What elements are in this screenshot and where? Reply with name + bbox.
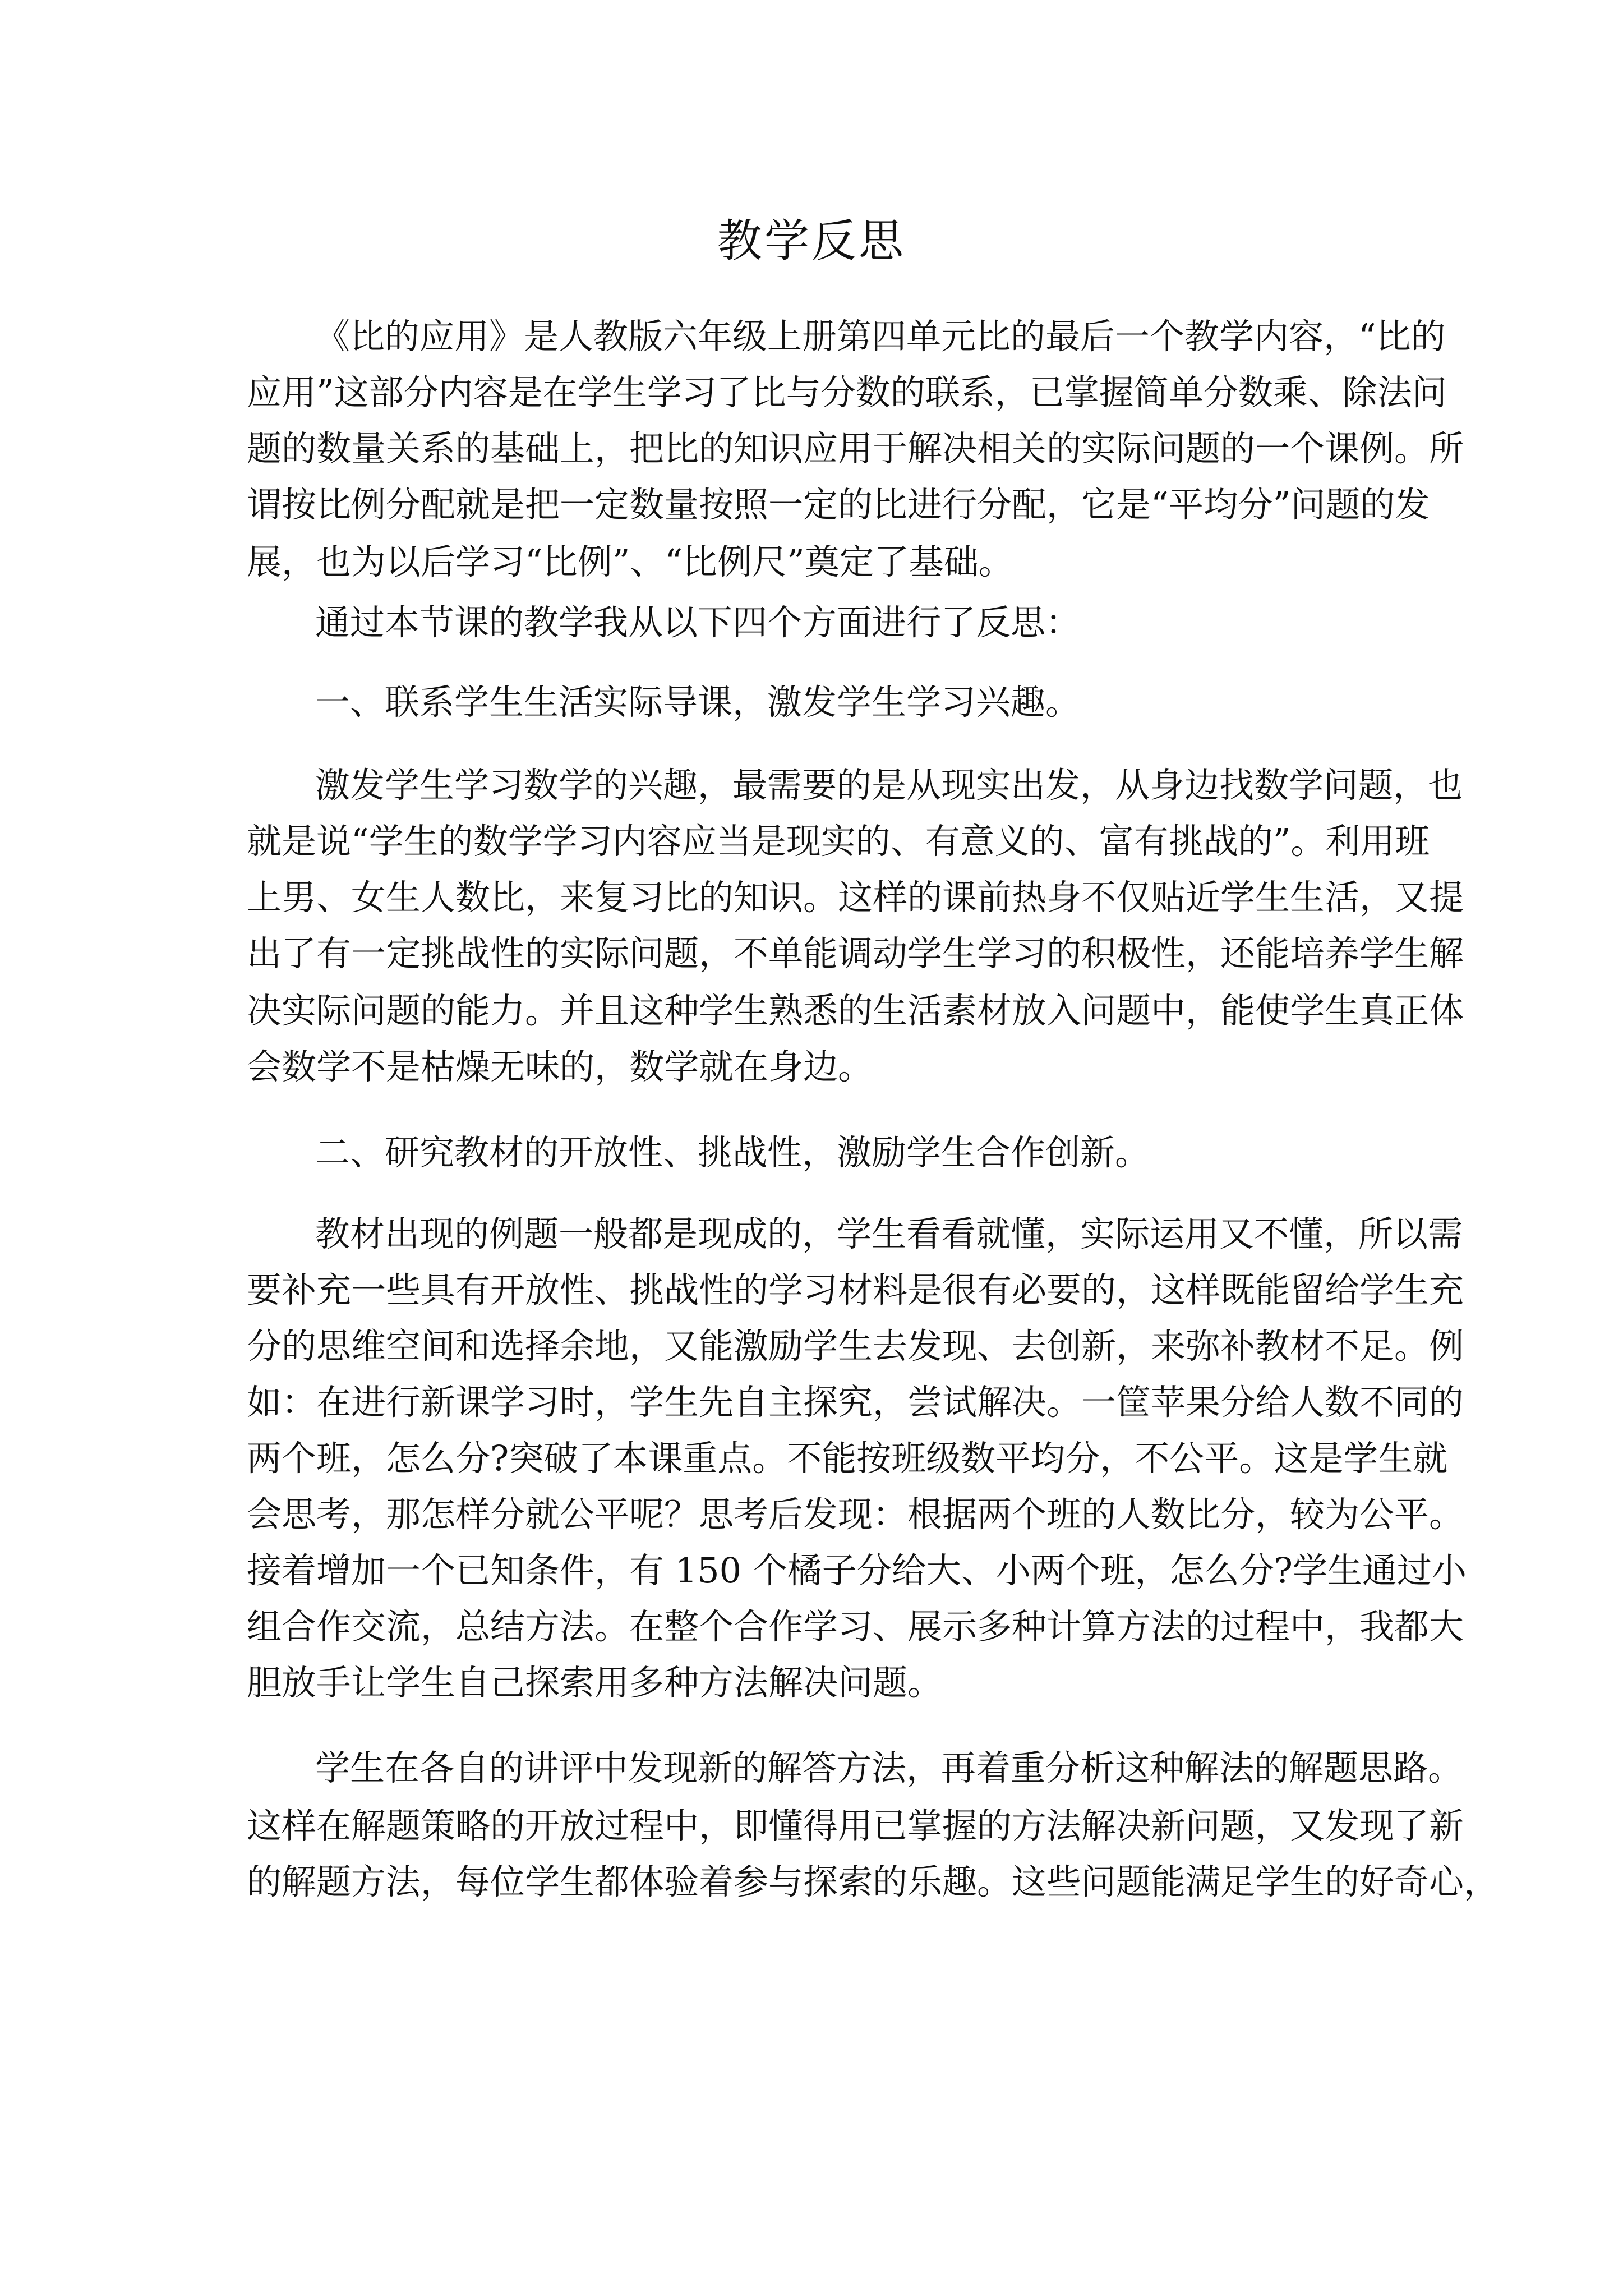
paragraph-line: 通过本节课的教学我从以下四个方面进行了反思： [315, 602, 1081, 643]
paragraph-line: 胆放手让学生自己探索用多种方法解决问题。 [247, 1662, 943, 1703]
paragraph-line: 学生在各自的讲评中发现新的解答方法，再着重分析这种解法的解题思路。 [315, 1747, 1463, 1788]
page-title: 教学反思 [717, 215, 906, 267]
paragraph-line: 会数学不是枯燥无味的，数学就在身边。 [247, 1046, 873, 1087]
paragraph-line: 教材出现的例题一般都是现成的，学生看看就懂，实际运用又不懂，所以需 [315, 1213, 1463, 1254]
paragraph-line: 展，也为以后学习“比例”、“比例尺”奠定了基础。 [247, 541, 1013, 582]
paragraph-line: 题的数量关系的基础上，把比的知识应用于解决相关的实际问题的一个课例。所 [247, 428, 1464, 469]
paragraph-line: 《比的应用》是人教版六年级上册第四单元比的最后一个教学内容，“比的 [315, 316, 1446, 357]
paragraph-line: 出了有一定挑战性的实际问题，不单能调动学生学习的积极性，还能培养学生解 [247, 933, 1464, 974]
paragraph-line: 谓按比例分配就是把一定数量按照一定的比进行分配，它是“平均分”问题的发 [247, 484, 1430, 525]
paragraph-line: 上男、女生人数比，来复习比的知识。这样的课前热身不仅贴近学生生活，又提 [247, 877, 1464, 918]
paragraph-line: 激发学生学习数学的兴趣，最需要的是从现实出发，从身边找数学问题，也 [315, 765, 1463, 806]
paragraph-line: 就是说“学生的数学学习内容应当是现实的、有意义的、富有挑战的”。利用班 [247, 821, 1430, 862]
paragraph-line: 的解题方法，每位学生都体验着参与探索的乐趣。这些问题能满足学生的好奇心， [247, 1861, 1499, 1902]
paragraph-line: 如：在进行新课学习时，学生先自主探究，尝试解决。一筐苹果分给人数不同的 [247, 1382, 1464, 1423]
section-heading: 二、研究教材的开放性、挑战性，激励学生合作创新。 [315, 1132, 1150, 1173]
paragraph-line: 两个班，怎么分?突破了本课重点。不能按班级数平均分，不公平。这是学生就 [247, 1438, 1448, 1479]
paragraph-line: 组合作交流，总结方法。在整个合作学习、展示多种计算方法的过程中，我都大 [247, 1606, 1464, 1647]
paragraph-line: 决实际问题的能力。并且这种学生熟悉的生活素材放入问题中，能使学生真正体 [247, 990, 1464, 1031]
paragraph-line: 应用”这部分内容是在学生学习了比与分数的联系，已掌握简单分数乘、除法问 [247, 372, 1447, 413]
paragraph-line: 要补充一些具有开放性、挑战性的学习材料是很有必要的，这样既能留给学生充 [247, 1269, 1464, 1310]
paragraph-line: 会思考，那怎样分就公平呢？思考后发现：根据两个班的人数比分，较为公平。 [247, 1494, 1464, 1535]
paragraph-line: 分的思维空间和选择余地，又能激励学生去发现、去创新，来弥补教材不足。例 [247, 1326, 1464, 1366]
paragraph-line: 接着增加一个已知条件，有 150 个橘子分给大、小两个班，怎么分?学生通过小 [247, 1550, 1467, 1591]
section-heading: 一、联系学生生活实际导课，激发学生学习兴趣。 [315, 682, 1081, 723]
paragraph-line: 这样在解题策略的开放过程中，即懂得用已掌握的方法解决新问题，又发现了新 [247, 1805, 1464, 1846]
